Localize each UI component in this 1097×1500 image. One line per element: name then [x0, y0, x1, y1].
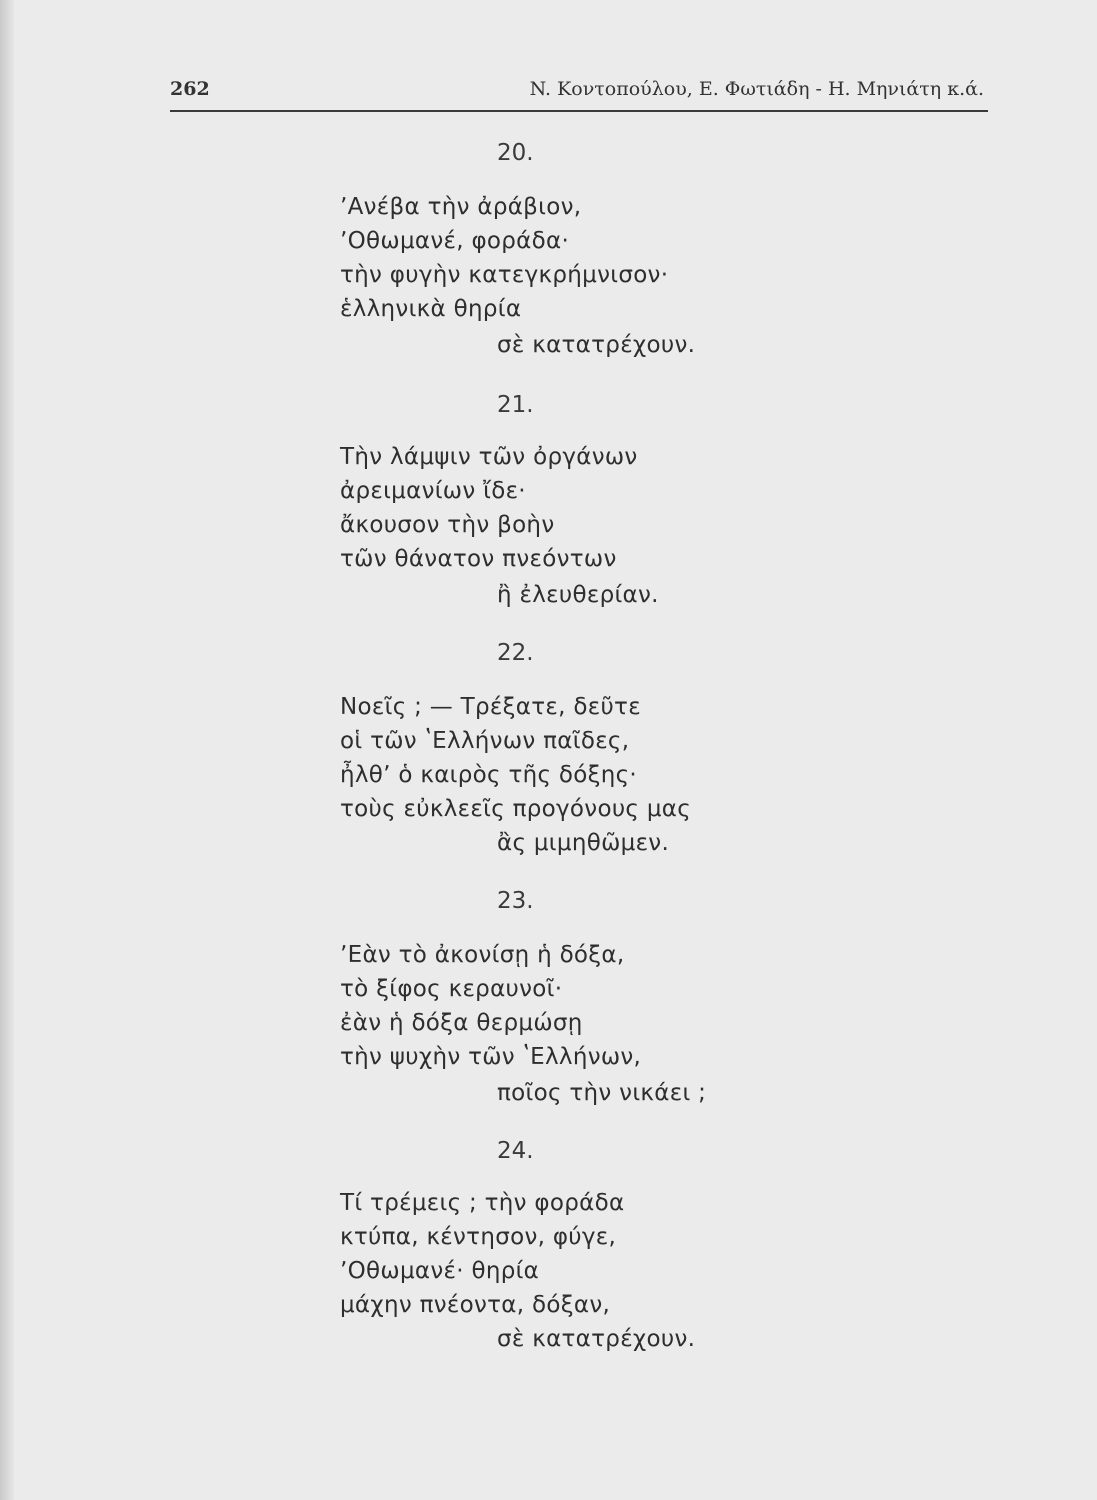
page-number: 262 [170, 78, 210, 100]
verse-line: Τί τρέμεις ; τὴν φοράδα [340, 1190, 625, 1216]
verse-line: ἄκουσον τὴν βοὴν [340, 512, 555, 538]
verse-line: τὸ ξίφος κεραυνοῖ· [340, 976, 563, 1002]
poem-number: 24. [497, 1138, 534, 1164]
verse-line: ἢ ἐλευθερίαν. [497, 582, 659, 608]
poem-number: 20. [497, 140, 534, 166]
verse-line: σὲ κατατρέχουν. [497, 1326, 696, 1352]
verse-line: ἐὰν ἡ δόξα θερμώσῃ [340, 1010, 583, 1036]
page-header [170, 72, 990, 112]
verse-line: τῶν θάνατον πνεόντων [340, 546, 617, 572]
verse-line: οἱ τῶν ʽΕλλήνων παῖδες, [340, 728, 630, 754]
verse-line: Νοεῖς ; — Τρέξατε, δεῦτε [340, 694, 641, 720]
poem-number: 21. [497, 392, 534, 418]
verse-line: ʼΟθωμανέ· θηρία [340, 1258, 540, 1284]
verse-line: ποῖος τὴν νικάει ; [497, 1080, 707, 1106]
verse-line: σὲ κατατρέχουν. [497, 332, 696, 358]
verse-line: τὴν φυγὴν κατεγκρήμνισον· [340, 262, 669, 288]
poem-number: 22. [497, 640, 534, 666]
verse-line: ἀρειμανίων ἴδε· [340, 478, 526, 504]
verse-line: ἑλληνικὰ θηρία [340, 296, 522, 322]
verse-line: ἂς μιμηθῶμεν. [497, 830, 670, 856]
verse-line: κτύπα, κέντησον, φύγε, [340, 1224, 617, 1250]
header-rule [170, 110, 988, 112]
verse-line: ʼΑνέβα τὴν ἀράβιον, [340, 194, 582, 220]
verse-line: τοὺς εὐκλεεῖς προγόνους μας [340, 796, 692, 822]
verse-line: ἦλθʼ ὁ καιρὸς τῆς δόξης· [340, 762, 638, 788]
verse-line: ʼΕὰν τὸ ἀκονίσῃ ἡ δόξα, [340, 942, 625, 968]
verse-line: Τὴν λάμψιν τῶν ὀργάνων [340, 444, 638, 470]
page-binding-edge [0, 0, 14, 1500]
running-head: N. Κοντοπούλου, Ε. Φωτιάδη - Η. Μηνιάτη κ.ά. [529, 78, 984, 100]
poem-number: 23. [497, 888, 534, 914]
verse-line: μάχην πνέοντα, δόξαν, [340, 1292, 611, 1318]
verse-line: ʼΟθωμανέ, φοράδα· [340, 228, 570, 254]
verse-line: τὴν ψυχὴν τῶν ʽΕλλήνων, [340, 1044, 642, 1070]
